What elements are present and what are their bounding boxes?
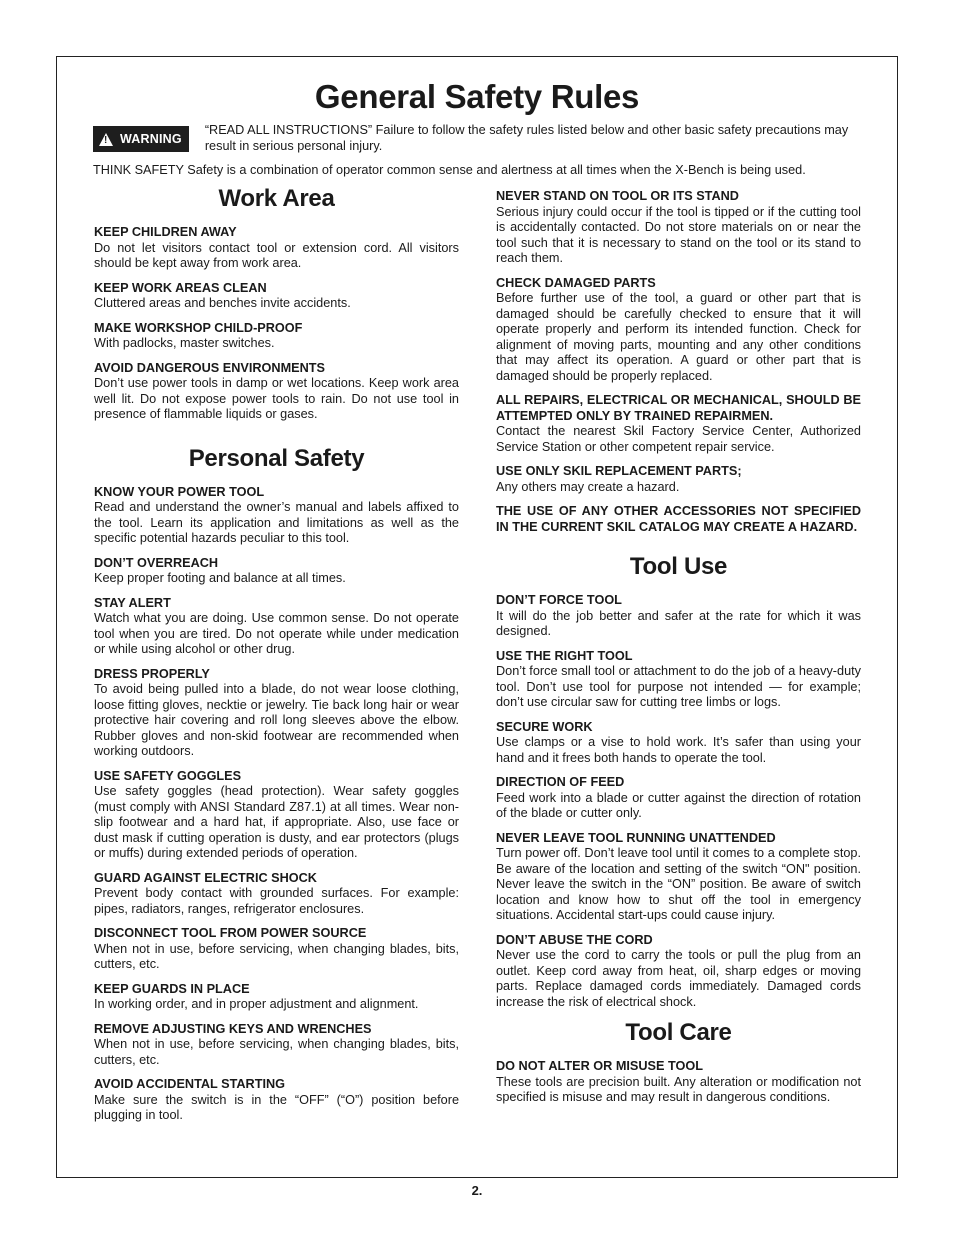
rule-heading: DON’T ABUSE THE CORD [496,932,653,947]
rule-heading: NEVER STAND ON TOOL OR ITS STAND [496,189,739,203]
rule-body: Contact the nearest Skil Factory Service Center, Authorized Service Station or other competent repair service. [496,424,861,454]
rule-item [94,926,459,973]
rule-body: It will do the job better and safer at the rate for which it was designed. [496,608,861,638]
right-column [496,189,861,1115]
rule-heading: DON’T FORCE TOOL [496,593,622,607]
rule-item [94,556,459,587]
rule-item [94,982,459,1013]
section-title-tool-care: Tool Care [625,1019,732,1046]
rule-heading: GUARD AGAINST ELECTRIC SHOCK [94,870,317,885]
rule-heading: KNOW YOUR POWER TOOL [94,484,265,499]
rule-item [496,720,861,767]
rule-heading: SECURE WORK [496,719,593,734]
rule-item [496,1059,861,1106]
rule-body: Use safety goggles (head protection). Wear safety goggles (must comply with ANSI Standard Z87.1) at all times. Wear non-slip footwear and a hard hat, if appropriate. Also, use face or dust mask if cutting operation is dusty, and ear protectors (plugs or muffs) during extended periods of operation. [94,784,459,860]
rule-heading: AVOID ACCIDENTAL STARTING [94,1077,286,1091]
rule-item [94,667,459,760]
rule-item [496,593,861,640]
rule-body: Watch what you are doing. Use common sense. Do not operate tool when you are tired. Do not operate while under medication or while using alcohol or other drug. [94,611,459,656]
rule-body: Cluttered areas and benches invite accidents. [94,296,351,310]
rule-body: Feed work into a blade or cutter against the direction of rotation of the blade or cutter only. [496,790,861,820]
rule-item [496,831,861,924]
rule-heading: DRESS PROPERLY [94,666,210,681]
rule-item [94,485,459,547]
page-title: General Safety Rules [314,78,640,115]
rule-body: Serious injury could occur if the tool is tipped or if the cutting tool is accidentally contacted. Do not store materials on or near the tool such that it is necessary to stand on the tool or its stand to reach them. [496,204,861,265]
rule-heading: MAKE WORKSHOP CHILD-PROOF [94,320,303,335]
rule-body: Never use the cord to carry the tools or pull the plug from an outlet. Keep cord away from heat, oil, sharp edges or moving parts. Replace damaged cords immediately. Damaged cords increase the risk of electrical shock. [496,948,861,1009]
rule-body: Don’t use power tools in damp or wet locations. Keep work area well lit. Do not expose power tools to rain. Do not use tool in presence of flammable liquids or gases. [94,376,459,421]
rule-body: Keep proper footing and balance at all times. [94,571,346,585]
rule-heading: KEEP WORK AREAS CLEAN [94,280,267,295]
rule-heading: NEVER LEAVE TOOL RUNNING UNATTENDED [496,830,776,845]
rule-heading: CHECK DAMAGED PARTS [496,275,656,290]
rule-item [94,225,459,272]
left-column [94,185,459,1133]
rule-item [496,649,861,711]
warning-badge [93,126,189,152]
rule-heading: USE SAFETY GOGGLES [94,768,242,783]
section-title-tool-use: Tool Use [629,553,728,580]
rule-heading: USE THE RIGHT TOOL [496,648,633,663]
rule-body: Don’t force small tool or attachment to do the job of a heavy-duty tool. Don’t use tool for purpose not intended — for example; don’t use circular saw for cutting tree limbs or logs. [496,664,861,709]
warning-triangle-icon: ! [99,133,113,146]
rule-body: Use clamps or a vise to hold work. It’s safer than using your hand and it frees both hands to operate the tool. [496,735,861,765]
rule-item [496,775,861,822]
rule-item [496,189,861,267]
rule-body: Any others may create a hazard. [496,479,680,494]
rule-body: Do not let visitors contact tool or extension cord. All visitors should be kept away from work area. [94,240,459,270]
rule-heading: KEEP GUARDS IN PLACE [94,981,250,996]
rule-heading: ALL REPAIRS, ELECTRICAL OR MECHANICAL, SHOULD BE ATTEMPTED ONLY BY TRAINED REPAIRMEN. [496,393,861,423]
rule-heading: STAY ALERT [94,595,171,610]
think-safety-text: THINK SAFETY Safety is a combination of operator common sense and alertness at all times when the X-Bench is being used. [93,163,806,177]
rule-item [496,464,861,495]
rule-body: When not in use, before servicing, when changing blades, bits, cutters, etc. [94,1037,459,1067]
rule-item [496,933,861,1011]
rule-item [94,1077,459,1124]
rule-item [94,769,459,862]
rule-heading: DISCONNECT TOOL FROM POWER SOURCE [94,926,367,940]
rule-heading: REMOVE ADJUSTING KEYS AND WRENCHES [94,1021,372,1036]
rule-item [496,393,861,455]
rule-heading: DIRECTION OF FEED [496,775,625,789]
rule-item [496,504,861,535]
rule-heading: KEEP CHILDREN AWAY [94,225,237,239]
rule-body: Read and understand the owner’s manual and labels affixed to the tool. Learn its application and limitations as well as the specific potential hazards peculiar to this tool. [94,500,459,545]
rule-body: To avoid being pulled into a blade, do not wear loose clothing, loose fitting gloves, necktie or jewelry. Tie back long hair or wear protective hair covering and roll long sleeves above the elbow. Rubber gloves and non-skid footwear are recommended when working outdoors. [94,682,459,758]
warning-text: “READ ALL INSTRUCTIONS” Failure to follow the safety rules listed below and other basic safety precautions may result in serious personal injury. [204,123,849,153]
rule-body: These tools are precision built. Any alteration or modification not specified is misuse and may result in dangerous conditions. [496,1074,861,1104]
section-title-work-area: Work Area [218,185,335,212]
rule-body: Before further use of the tool, a guard or other part that is damaged should be carefully checked to ensure that it will operate properly and perform its intended function. Check for alignment of moving parts, mounting and any other conditions that may affect its operation. A guard or other part that is damaged should be properly replaced. [496,291,861,383]
rule-body: Make sure the switch is in the “OFF” (“O”) position before plugging in tool. [94,1092,459,1122]
section-title-personal-safety: Personal Safety [188,444,365,472]
rule-body: When not in use, before servicing, when changing blades, bits, cutters, etc. [94,941,459,971]
rule-item [94,321,459,352]
caps-note: THE USE OF ANY OTHER ACCESSORIES NOT SPECIFIED IN THE CURRENT SKIL CATALOG MAY CREATE A HAZARD. [496,504,861,534]
rule-item [496,276,861,385]
rule-body: Turn power off. Don’t leave tool until it comes to a complete stop. Be aware of the location and setting of the switch “ON" position. Never leave the switch in the “ON” position. Be aware of switch location and know how to shut off the tool in emergency situations. Accidental start-ups could cause injury. [496,846,861,922]
rule-heading: DO NOT ALTER OR MISUSE TOOL [496,1059,703,1073]
rule-item [94,361,459,423]
rule-heading: AVOID DANGEROUS ENVIRONMENTS [94,360,325,375]
warning-notice [93,122,863,154]
rule-item [94,281,459,312]
rule-item [94,596,459,658]
rule-heading: DON’T OVERREACH [94,555,219,570]
rule-body: In working order, and in proper adjustment and alignment. [94,997,419,1011]
rule-body: With padlocks, master switches. [94,336,275,350]
rule-body: Prevent body contact with grounded surfaces. For example: pipes, radiators, ranges, refrigerator enclosures. [94,886,459,916]
warning-badge-label: WARNING [120,132,182,146]
rule-heading: USE ONLY SKIL REPLACEMENT PARTS; [496,464,742,478]
rule-item [94,1022,459,1069]
page-number: 2. [471,1183,483,1198]
rule-item [94,871,459,918]
